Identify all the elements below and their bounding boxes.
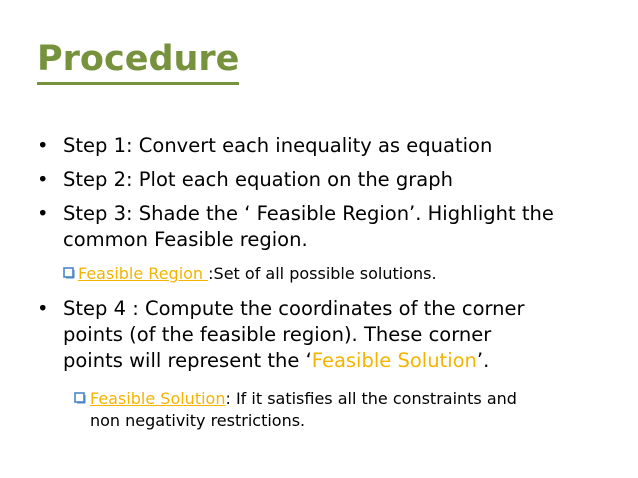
bullet-step-3 (37, 201, 607, 253)
subbullet-2-line-2: non negativity restrictions. (90, 411, 306, 430)
step-4-line-2: points (of the feasible region). These corner (63, 323, 492, 346)
subbullet-feasible-region (78, 263, 608, 285)
step-2-text: Step 2: Plot each equation on the graph (63, 168, 453, 191)
step-4-line-3-post: ’. (476, 349, 490, 372)
slide-title (37, 36, 239, 85)
feasible-solution-definition: : If it satisfies all the constraints and (225, 389, 517, 408)
feasible-solution-highlight: Feasible Solution (311, 349, 477, 372)
feasible-region-definition: :Set of all possible solutions. (208, 264, 437, 283)
step-3-line-1: Step 3: Shade the ‘ Feasible Region’. Highlight the (63, 202, 554, 225)
slide-title-text: Procedure (37, 39, 240, 79)
feasible-solution-link[interactable]: Feasible Solution (90, 389, 226, 408)
bullet-dot-icon: • (37, 168, 49, 191)
bullet-dot-icon: • (37, 134, 49, 157)
step-4-line-1: Step 4 : Compute the coordinates of the corner (63, 297, 525, 320)
subbullet-2-line-1 (90, 388, 620, 410)
hollow-square-bullet-icon (74, 392, 86, 404)
bullet-dot-icon: • (37, 297, 49, 320)
bullet-step-4 (37, 296, 607, 374)
subbullet-feasible-solution (90, 388, 620, 432)
step-1-text: Step 1: Convert each inequality as equation (63, 134, 493, 157)
step-4-line-3 (37, 348, 607, 374)
step-4-line-3-pre: points will represent the ‘ (63, 349, 312, 372)
hollow-square-bullet-icon (63, 267, 75, 279)
bullet-step-1 (37, 133, 607, 159)
bullet-dot-icon: • (37, 202, 49, 225)
bullet-step-2 (37, 167, 607, 193)
feasible-region-link[interactable]: Feasible Region (78, 264, 209, 283)
step-3-line-2: common Feasible region. (63, 228, 308, 251)
